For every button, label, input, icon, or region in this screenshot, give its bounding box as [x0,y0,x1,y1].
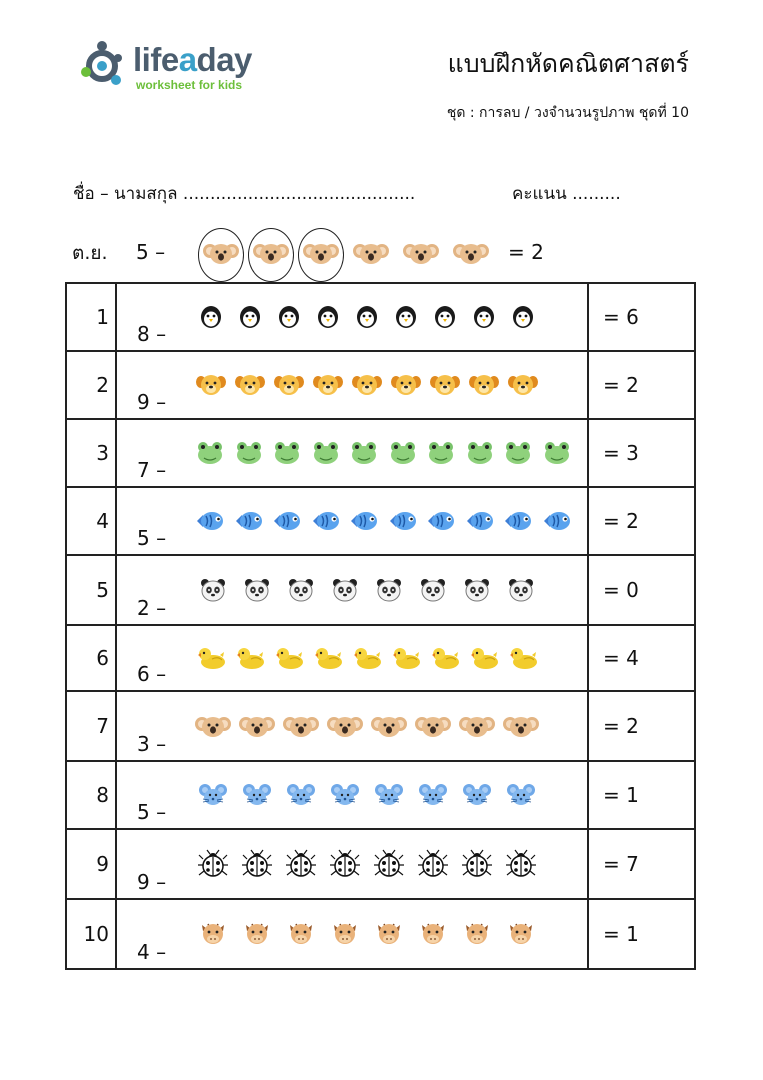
koala-face-icon [403,240,439,266]
logo-tagline: worksheet for kids [136,78,243,92]
penguin-face-icon [308,305,347,329]
lifeaday-logo [80,38,280,98]
problem-row [66,283,695,351]
penguin-face-icon [503,305,542,329]
cow-face-icon [323,921,367,947]
answer-cell: = 2 [588,487,695,555]
dog-face-icon [464,373,503,397]
fish-icon [307,510,346,532]
mouse-face-icon [191,783,235,807]
mouse-face-icon [499,783,543,807]
koala-face-icon [303,240,339,266]
problem-cell [116,283,588,351]
dog-face-icon [347,373,386,397]
cow-face-icon [411,921,455,947]
cow-face-icon [499,921,543,947]
ladybug-icon [367,849,411,879]
frog-face-icon [345,441,384,465]
cow-face-icon [191,921,235,947]
mouse-face-icon [235,783,279,807]
fish-icon [268,510,307,532]
problem-expression: 2 – [137,596,167,620]
answer-cell: = 2 [588,691,695,761]
duck-icon [464,646,503,670]
koala-face-icon [235,713,279,739]
problem-row [66,625,695,691]
koala-face-icon [499,713,543,739]
problem-number: 4 [66,487,116,555]
duck-icon [386,646,425,670]
score-field-label: คะแนน ......... [512,184,621,204]
ladybug-icon [191,849,235,879]
panda-face-icon [411,578,455,602]
dog-face-icon [308,373,347,397]
fish-icon [384,510,423,532]
dog-face-icon [230,373,269,397]
picture-row [191,713,543,739]
koala-face-icon [353,240,389,266]
problem-number: 8 [66,761,116,829]
ladybug-icon [455,849,499,879]
koala-face-icon [279,713,323,739]
duck-icon [230,646,269,670]
example-icon [448,228,498,282]
ladybug-icon [499,849,543,879]
duck-icon [425,646,464,670]
ladybug-icon [279,849,323,879]
picture-row [191,578,543,602]
answer-cell: = 0 [588,555,695,625]
panda-face-icon [455,578,499,602]
picture-row [191,783,543,807]
picture-row [191,441,576,465]
problem-cell [116,761,588,829]
duck-icon [269,646,308,670]
panda-face-icon [367,578,411,602]
cow-face-icon [367,921,411,947]
picture-row [191,305,542,329]
panda-face-icon [323,578,367,602]
logo-molecule-icon [80,38,132,94]
duck-icon [191,646,230,670]
problem-number: 7 [66,691,116,761]
frog-face-icon [268,441,307,465]
fish-icon [345,510,384,532]
picture-row [191,510,576,532]
picture-row [191,921,543,947]
worksheet-subtitle: ชุด : การลบ / วงจำนวนรูปภาพ ชุดที่ 10 [446,105,689,121]
problem-cell [116,625,588,691]
mouse-face-icon [411,783,455,807]
answer-cell: = 7 [588,829,695,899]
duck-icon [308,646,347,670]
dog-face-icon [269,373,308,397]
problem-cell [116,351,588,419]
problem-cell [116,555,588,625]
panda-face-icon [279,578,323,602]
frog-face-icon [384,441,423,465]
ladybug-icon [235,849,279,879]
dog-face-icon [191,373,230,397]
answer-cell: = 4 [588,625,695,691]
frog-face-icon [307,441,346,465]
ladybug-icon [411,849,455,879]
problem-number: 9 [66,829,116,899]
problem-row [66,899,695,969]
penguin-face-icon [191,305,230,329]
cow-face-icon [279,921,323,947]
problem-row [66,761,695,829]
ladybug-icon [323,849,367,879]
problem-number: 1 [66,283,116,351]
example-expression: 5 – [136,240,166,264]
problem-cell [116,419,588,487]
problem-cell [116,487,588,555]
fish-icon [499,510,538,532]
fish-icon [461,510,500,532]
penguin-face-icon [230,305,269,329]
frog-face-icon [499,441,538,465]
frog-face-icon [422,441,461,465]
duck-icon [347,646,386,670]
fish-icon [191,510,230,532]
penguin-face-icon [269,305,308,329]
dog-face-icon [503,373,542,397]
mouse-face-icon [455,783,499,807]
fish-icon [422,510,461,532]
penguin-face-icon [425,305,464,329]
problem-cell [116,899,588,969]
problem-number: 5 [66,555,116,625]
problem-expression: 6 – [137,662,167,686]
mouse-face-icon [367,783,411,807]
problem-row [66,487,695,555]
fish-icon [230,510,269,532]
problem-row [66,419,695,487]
frog-face-icon [461,441,500,465]
problem-number: 6 [66,625,116,691]
problem-expression: 5 – [137,526,167,550]
koala-face-icon [367,713,411,739]
problem-row [66,691,695,761]
mouse-face-icon [323,783,367,807]
problem-expression: 9 – [137,390,167,414]
problem-expression: 7 – [137,458,167,482]
problem-expression: 5 – [137,800,167,824]
picture-row [191,373,542,397]
picture-row [191,646,542,670]
koala-face-icon [411,713,455,739]
worksheet-title: แบบฝึกหัดคณิตศาสตร์ [447,49,689,78]
answer-cell: = 2 [588,351,695,419]
problem-number: 3 [66,419,116,487]
problem-cell [116,829,588,899]
example-answer: = 2 [508,240,544,264]
problem-expression: 4 – [137,940,167,964]
koala-face-icon [455,713,499,739]
panda-face-icon [235,578,279,602]
example-icon-row [198,228,498,282]
answer-cell: = 1 [588,899,695,969]
answer-cell: = 3 [588,419,695,487]
frog-face-icon [538,441,577,465]
problem-expression: 8 – [137,322,167,346]
example-icon [348,228,398,282]
penguin-face-icon [464,305,503,329]
frog-face-icon [191,441,230,465]
cow-face-icon [455,921,499,947]
koala-face-icon [453,240,489,266]
example-icon-circled [248,228,298,282]
penguin-face-icon [386,305,425,329]
problem-row [66,351,695,419]
problem-expression: 3 – [137,732,167,756]
example-icon-circled [298,228,348,282]
picture-row [191,849,543,879]
dog-face-icon [425,373,464,397]
penguin-face-icon [347,305,386,329]
problem-row [66,829,695,899]
koala-face-icon [253,240,289,266]
mouse-face-icon [279,783,323,807]
dog-face-icon [386,373,425,397]
koala-face-icon [323,713,367,739]
problem-expression: 9 – [137,870,167,894]
logo-wordmark: lifeaday [133,41,252,78]
koala-face-icon [203,240,239,266]
koala-face-icon [191,713,235,739]
example-icon [398,228,448,282]
problem-row [66,555,695,625]
example-icon-circled [198,228,248,282]
duck-icon [503,646,542,670]
panda-face-icon [499,578,543,602]
frog-face-icon [230,441,269,465]
name-field-label: ชื่อ – นามสกุล ........................................... [73,184,416,204]
cow-face-icon [235,921,279,947]
panda-face-icon [191,578,235,602]
answer-cell: = 1 [588,761,695,829]
worksheet-table [65,282,696,970]
example-label: ต.ย. [72,242,108,264]
fish-icon [538,510,577,532]
answer-cell: = 6 [588,283,695,351]
example-problem [72,224,672,284]
problem-number: 2 [66,351,116,419]
problem-cell [116,691,588,761]
problem-number: 10 [66,899,116,969]
